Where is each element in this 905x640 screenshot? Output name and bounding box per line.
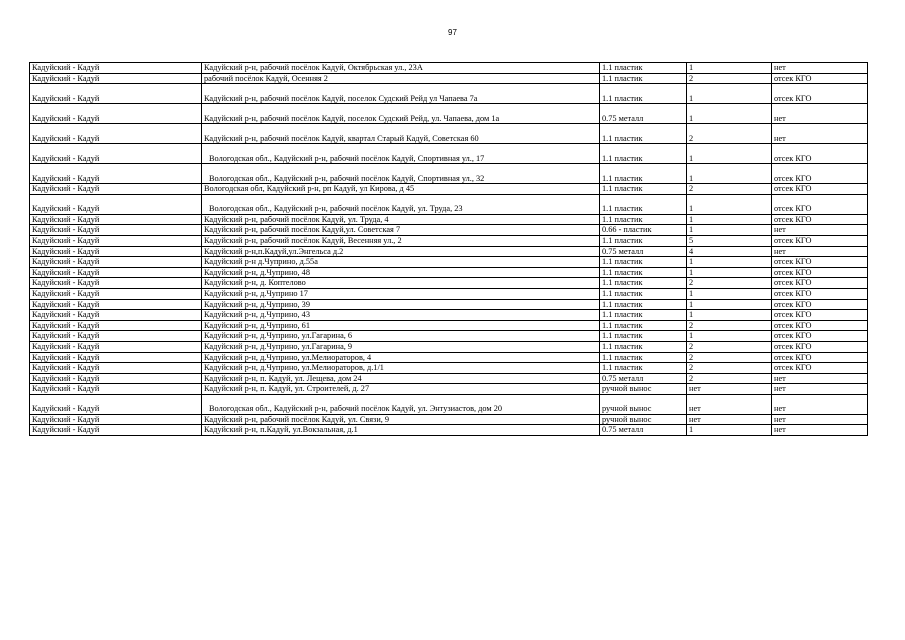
container-type-cell: 1.1 пластик <box>600 352 687 363</box>
container-count-cell: 1 <box>687 84 772 104</box>
container-count-cell: 1 <box>687 144 772 164</box>
bulky-waste-cell: отсек КГО <box>772 184 868 195</box>
address-cell: Вологодская обл., Кадуйский р-н, рабочий посёлок Кадуй, Спортивная ул., 17 <box>202 144 600 164</box>
bulky-waste-cell: нет <box>772 104 868 124</box>
district-cell: Кадуйский - Кадуй <box>30 373 202 384</box>
address-cell: Вологодская обл., Кадуйский р-н, рабочий посёлок Кадуй, ул. Труда, 23 <box>202 194 600 214</box>
table-row <box>30 63 868 74</box>
container-count-cell: 2 <box>687 184 772 195</box>
district-cell: Кадуйский - Кадуй <box>30 84 202 104</box>
table-row <box>30 394 868 414</box>
container-count-cell: 2 <box>687 73 772 84</box>
address-cell: Кадуйский р-н, д.Чуприно, ул.Гагарина, 9 <box>202 341 600 352</box>
bulky-waste-cell: отсек КГО <box>772 278 868 289</box>
bulky-waste-cell: отсек КГО <box>772 235 868 246</box>
container-count-cell: нет <box>687 394 772 414</box>
table-row <box>30 425 868 436</box>
address-cell: Вологодская обл., Кадуйский р-н, рабочий посёлок Кадуй, Спортивная ул., 32 <box>202 164 600 184</box>
address-cell: Кадуйский р-н д.Чуприно, д.55а <box>202 257 600 268</box>
container-type-cell: 1.1 пластик <box>600 73 687 84</box>
district-cell: Кадуйский - Кадуй <box>30 214 202 225</box>
container-type-cell: 1.1 пластик <box>600 124 687 144</box>
container-type-cell: 1.1 пластик <box>600 341 687 352</box>
table-row <box>30 320 868 331</box>
address-cell: Кадуйский р-н, рабочий посёлок Кадуй, квартал Старый Кадуй, Советская 60 <box>202 124 600 144</box>
district-cell: Кадуйский - Кадуй <box>30 320 202 331</box>
table-row <box>30 73 868 84</box>
bulky-waste-cell: отсек КГО <box>772 144 868 164</box>
district-cell: Кадуйский - Кадуй <box>30 267 202 278</box>
district-cell: Кадуйский - Кадуй <box>30 144 202 164</box>
bulky-waste-cell: отсек КГО <box>772 363 868 374</box>
container-type-cell: 1.1 пластик <box>600 267 687 278</box>
container-type-cell: 0.66 - пластик <box>600 225 687 236</box>
bulky-waste-cell: отсек КГО <box>772 320 868 331</box>
table-row <box>30 84 868 104</box>
address-cell: Кадуйский р-н, рабочий посёлок Кадуй, поселок Судский Рейд, ул. Чапаева, дом 1а <box>202 104 600 124</box>
table-row <box>30 257 868 268</box>
container-type-cell: 1.1 пластик <box>600 63 687 74</box>
district-cell: Кадуйский - Кадуй <box>30 414 202 425</box>
container-count-cell: нет <box>687 384 772 395</box>
container-type-cell: 1.1 пластик <box>600 299 687 310</box>
address-cell: Кадуйский р-н,п.Кадуй,ул.Энгельса д.2 <box>202 246 600 257</box>
table-row <box>30 184 868 195</box>
table-row <box>30 194 868 214</box>
bulky-waste-cell: нет <box>772 394 868 414</box>
address-cell: Кадуйский р-н, п. Кадуй, ул. Строителей, д. 27 <box>202 384 600 395</box>
bulky-waste-cell: отсек КГО <box>772 84 868 104</box>
table-row <box>30 331 868 342</box>
district-cell: Кадуйский - Кадуй <box>30 384 202 395</box>
table-row <box>30 246 868 257</box>
page-number: 97 <box>448 28 457 37</box>
address-cell: Кадуйский р-н, д.Чуприно, ул.Мелиораторов, 4 <box>202 352 600 363</box>
table-row <box>30 310 868 321</box>
district-cell: Кадуйский - Кадуй <box>30 331 202 342</box>
bulky-waste-cell: отсек КГО <box>772 288 868 299</box>
address-cell: Кадуйский р-н, д.Чуприно, ул.Мелиораторов, д.1/1 <box>202 363 600 374</box>
container-type-cell: 1.1 пластик <box>600 278 687 289</box>
table-row <box>30 235 868 246</box>
bulky-waste-cell: отсек КГО <box>772 194 868 214</box>
bulky-waste-cell: отсек КГО <box>772 73 868 84</box>
bulky-waste-cell: нет <box>772 425 868 436</box>
table-row <box>30 164 868 184</box>
table-row <box>30 341 868 352</box>
district-cell: Кадуйский - Кадуй <box>30 73 202 84</box>
table-row <box>30 267 868 278</box>
district-cell: Кадуйский - Кадуй <box>30 352 202 363</box>
container-type-cell: 1.1 пластик <box>600 331 687 342</box>
district-cell: Кадуйский - Кадуй <box>30 124 202 144</box>
table-row <box>30 414 868 425</box>
district-cell: Кадуйский - Кадуй <box>30 341 202 352</box>
district-cell: Кадуйский - Кадуй <box>30 299 202 310</box>
container-count-cell: 2 <box>687 124 772 144</box>
container-type-cell: ручной вынос <box>600 384 687 395</box>
container-count-cell: 1 <box>687 267 772 278</box>
bulky-waste-cell: нет <box>772 414 868 425</box>
district-cell: Кадуйский - Кадуй <box>30 63 202 74</box>
address-cell: Кадуйский р-н, д.Чуприно 17 <box>202 288 600 299</box>
container-type-cell: 1.1 пластик <box>600 144 687 164</box>
container-type-cell: ручной вынос <box>600 414 687 425</box>
table-row <box>30 124 868 144</box>
district-cell: Кадуйский - Кадуй <box>30 310 202 321</box>
address-cell: Кадуйский р-н, рабочий посёлок Кадуй, Весенняя ул., 2 <box>202 235 600 246</box>
bulky-waste-cell: отсек КГО <box>772 341 868 352</box>
container-count-cell: 1 <box>687 310 772 321</box>
container-type-cell: 1.1 пластик <box>600 184 687 195</box>
table-row <box>30 373 868 384</box>
container-type-cell: 1.1 пластик <box>600 257 687 268</box>
container-count-cell: 1 <box>687 194 772 214</box>
address-cell: Кадуйский р-н, рабочий посёлок Кадуй, Октябрьская ул., 23А <box>202 63 600 74</box>
district-cell: Кадуйский - Кадуй <box>30 225 202 236</box>
container-type-cell: 1.1 пластик <box>600 84 687 104</box>
bulky-waste-cell: отсек КГО <box>772 214 868 225</box>
address-cell: Кадуйский р-н, д.Чуприно, 43 <box>202 310 600 321</box>
container-count-cell: 2 <box>687 278 772 289</box>
container-count-cell: 1 <box>687 63 772 74</box>
district-cell: Кадуйский - Кадуй <box>30 257 202 268</box>
bulky-waste-cell: отсек КГО <box>772 267 868 278</box>
bulky-waste-cell: отсек КГО <box>772 299 868 310</box>
address-cell: Кадуйский р-н, д.Чуприно, 39 <box>202 299 600 310</box>
address-cell: Вологодская обл, Кадуйский р-н, рп Кадуй, ул Кирова, д 45 <box>202 184 600 195</box>
district-cell: Кадуйский - Кадуй <box>30 394 202 414</box>
district-cell: Кадуйский - Кадуй <box>30 425 202 436</box>
container-type-cell: 1.1 пластик <box>600 288 687 299</box>
address-cell: Кадуйский р-н, п. Кадуй, ул. Лещева, дом 24 <box>202 373 600 384</box>
address-cell: Кадуйский р-н, рабочий посёлок Кадуй,ул. Советская 7 <box>202 225 600 236</box>
container-count-cell: нет <box>687 414 772 425</box>
container-type-cell: ручной вынос <box>600 394 687 414</box>
container-type-cell: 0.75 металл <box>600 246 687 257</box>
container-count-cell: 1 <box>687 288 772 299</box>
container-site-table <box>29 62 868 436</box>
table-row <box>30 144 868 164</box>
container-type-cell: 1.1 пластик <box>600 194 687 214</box>
table-row <box>30 288 868 299</box>
table-row <box>30 299 868 310</box>
table-row <box>30 104 868 124</box>
table-body <box>30 63 868 436</box>
table-row <box>30 214 868 225</box>
bulky-waste-cell: нет <box>772 63 868 74</box>
district-cell: Кадуйский - Кадуй <box>30 235 202 246</box>
district-cell: Кадуйский - Кадуй <box>30 288 202 299</box>
district-cell: Кадуйский - Кадуй <box>30 363 202 374</box>
district-cell: Кадуйский - Кадуй <box>30 194 202 214</box>
container-count-cell: 1 <box>687 257 772 268</box>
container-type-cell: 0.75 металл <box>600 104 687 124</box>
container-count-cell: 1 <box>687 331 772 342</box>
address-cell: Кадуйский р-н, рабочий посёлок Кадуй, ул. Связи, 9 <box>202 414 600 425</box>
address-cell: Кадуйский р-н, д.Чуприно, 48 <box>202 267 600 278</box>
address-cell: Кадуйский р-н, д. Коптелово <box>202 278 600 289</box>
container-count-cell: 1 <box>687 225 772 236</box>
bulky-waste-cell: нет <box>772 373 868 384</box>
table-row <box>30 363 868 374</box>
container-count-cell: 2 <box>687 341 772 352</box>
bulky-waste-cell: нет <box>772 384 868 395</box>
address-cell: Кадуйский р-н, д.Чуприно, 61 <box>202 320 600 331</box>
container-type-cell: 1.1 пластик <box>600 235 687 246</box>
bulky-waste-cell: отсек КГО <box>772 164 868 184</box>
container-count-cell: 4 <box>687 246 772 257</box>
container-count-cell: 2 <box>687 352 772 363</box>
container-type-cell: 1.1 пластик <box>600 310 687 321</box>
bulky-waste-cell: отсек КГО <box>772 310 868 321</box>
address-cell: Кадуйский р-н, д.Чуприно, ул.Гагарина, 6 <box>202 331 600 342</box>
table-row <box>30 384 868 395</box>
container-type-cell: 0.75 металл <box>600 425 687 436</box>
container-count-cell: 5 <box>687 235 772 246</box>
container-count-cell: 1 <box>687 104 772 124</box>
bulky-waste-cell: отсек КГО <box>772 257 868 268</box>
address-cell: Кадуйский р-н, рабочий посёлок Кадуй, ул. Труда, 4 <box>202 214 600 225</box>
container-count-cell: 1 <box>687 214 772 225</box>
container-type-cell: 0.75 металл <box>600 373 687 384</box>
container-count-cell: 1 <box>687 425 772 436</box>
bulky-waste-cell: отсек КГО <box>772 331 868 342</box>
container-type-cell: 1.1 пластик <box>600 320 687 331</box>
container-count-cell: 2 <box>687 363 772 374</box>
district-cell: Кадуйский - Кадуй <box>30 184 202 195</box>
address-cell: Вологодская обл., Кадуйский р-н, рабочий посёлок Кадуй, ул. Энтузиастов, дом 20 <box>202 394 600 414</box>
bulky-waste-cell: нет <box>772 246 868 257</box>
table-row <box>30 278 868 289</box>
container-count-cell: 1 <box>687 164 772 184</box>
table-row <box>30 352 868 363</box>
address-cell: Кадуйский р-н, рабочий посёлок Кадуй, поселок Судский Рейд ул Чапаева 7а <box>202 84 600 104</box>
district-cell: Кадуйский - Кадуй <box>30 278 202 289</box>
table-row <box>30 225 868 236</box>
address-cell: Кадуйский р-н, п.Кадуй, ул.Вокзальная, д.1 <box>202 425 600 436</box>
container-count-cell: 2 <box>687 320 772 331</box>
address-cell: рабочий посёлок Кадуй, Осенняя 2 <box>202 73 600 84</box>
district-cell: Кадуйский - Кадуй <box>30 246 202 257</box>
container-type-cell: 1.1 пластик <box>600 214 687 225</box>
district-cell: Кадуйский - Кадуй <box>30 164 202 184</box>
bulky-waste-cell: нет <box>772 124 868 144</box>
container-count-cell: 1 <box>687 299 772 310</box>
container-count-cell: 2 <box>687 373 772 384</box>
container-type-cell: 1.1 пластик <box>600 363 687 374</box>
bulky-waste-cell: отсек КГО <box>772 352 868 363</box>
container-type-cell: 1.1 пластик <box>600 164 687 184</box>
bulky-waste-cell: нет <box>772 225 868 236</box>
district-cell: Кадуйский - Кадуй <box>30 104 202 124</box>
